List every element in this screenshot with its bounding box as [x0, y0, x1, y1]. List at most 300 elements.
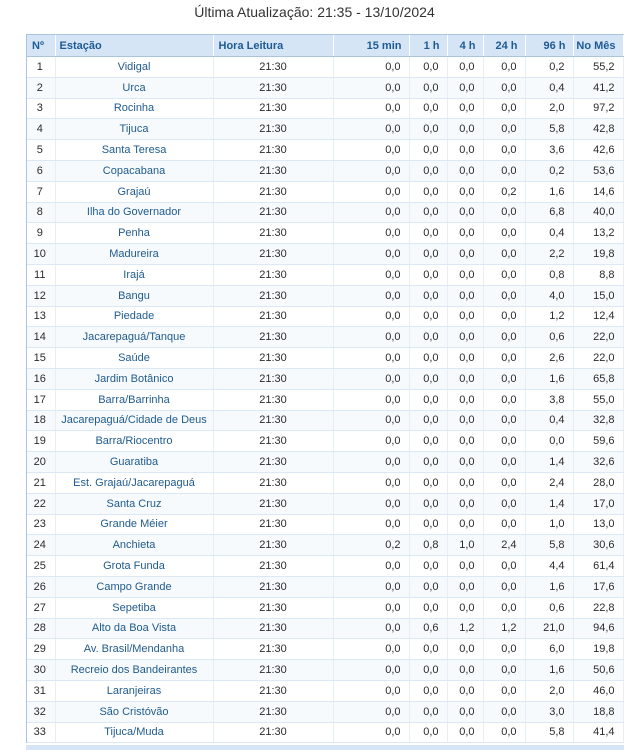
cell-1h: 0,0	[409, 556, 447, 577]
cell-reading-time: 21:30	[213, 244, 333, 265]
cell-96h: 1,2	[525, 306, 573, 327]
cell-reading-time: 21:30	[213, 493, 333, 514]
table-row	[27, 493, 623, 514]
table-row	[27, 639, 623, 660]
cell-96h: 0,6	[525, 327, 573, 348]
cell-reading-time: 21:30	[213, 452, 333, 473]
cell-reading-time: 21:30	[213, 597, 333, 618]
cell-month: 28,0	[573, 472, 623, 493]
rainfall-table	[27, 35, 624, 743]
cell-1h: 0,0	[409, 57, 447, 78]
cell-station: Sepetiba	[55, 597, 213, 618]
cell-station: Urca	[55, 77, 213, 98]
cell-24h: 0,0	[483, 514, 525, 535]
cell-96h: 6,0	[525, 639, 573, 660]
cell-1h: 0,0	[409, 701, 447, 722]
cell-month: 22,0	[573, 327, 623, 348]
table-row	[27, 264, 623, 285]
cell-24h: 0,0	[483, 140, 525, 161]
cell-96h: 1,4	[525, 493, 573, 514]
cell-24h: 0,0	[483, 556, 525, 577]
cell-station: Est. Grajaú/Jacarepaguá	[55, 472, 213, 493]
cell-number: 19	[27, 431, 55, 452]
cell-4h: 0,0	[447, 202, 483, 223]
cell-4h: 0,0	[447, 264, 483, 285]
cell-reading-time: 21:30	[213, 57, 333, 78]
table-footer-band	[26, 745, 624, 750]
cell-24h: 0,0	[483, 119, 525, 140]
cell-station: Laranjeiras	[55, 680, 213, 701]
cell-month: 59,6	[573, 431, 623, 452]
cell-station: Anchieta	[55, 535, 213, 556]
cell-15min: 0,0	[333, 306, 409, 327]
cell-reading-time: 21:30	[213, 119, 333, 140]
col-header-station[interactable]: Estação	[55, 35, 213, 57]
cell-number: 17	[27, 389, 55, 410]
cell-24h: 0,0	[483, 576, 525, 597]
cell-station: Campo Grande	[55, 576, 213, 597]
rainfall-table-container	[26, 34, 624, 743]
cell-station: Santa Teresa	[55, 140, 213, 161]
cell-24h: 0,0	[483, 722, 525, 743]
cell-1h: 0,0	[409, 264, 447, 285]
cell-number: 11	[27, 264, 55, 285]
cell-96h: 0,4	[525, 410, 573, 431]
cell-4h: 0,0	[447, 348, 483, 369]
cell-number: 8	[27, 202, 55, 223]
cell-month: 32,6	[573, 452, 623, 473]
table-row	[27, 223, 623, 244]
table-row	[27, 57, 623, 78]
cell-15min: 0,0	[333, 202, 409, 223]
col-header-96h[interactable]: 96 h	[525, 35, 573, 57]
cell-reading-time: 21:30	[213, 160, 333, 181]
cell-15min: 0,0	[333, 119, 409, 140]
cell-1h: 0,0	[409, 77, 447, 98]
cell-month: 42,6	[573, 140, 623, 161]
cell-4h: 0,0	[447, 576, 483, 597]
cell-4h: 0,0	[447, 181, 483, 202]
cell-number: 12	[27, 285, 55, 306]
cell-station: São Cristóvão	[55, 701, 213, 722]
cell-month: 12,4	[573, 306, 623, 327]
cell-1h: 0,0	[409, 181, 447, 202]
table-row	[27, 389, 623, 410]
table-row	[27, 618, 623, 639]
cell-24h: 0,0	[483, 202, 525, 223]
cell-4h: 0,0	[447, 77, 483, 98]
cell-station: Grota Funda	[55, 556, 213, 577]
cell-1h: 0,0	[409, 160, 447, 181]
cell-reading-time: 21:30	[213, 348, 333, 369]
table-row	[27, 348, 623, 369]
cell-month: 19,8	[573, 244, 623, 265]
cell-15min: 0,0	[333, 701, 409, 722]
cell-15min: 0,0	[333, 348, 409, 369]
cell-station: Barra/Riocentro	[55, 431, 213, 452]
cell-reading-time: 21:30	[213, 701, 333, 722]
cell-24h: 1,2	[483, 618, 525, 639]
cell-reading-time: 21:30	[213, 431, 333, 452]
cell-1h: 0,0	[409, 244, 447, 265]
cell-96h: 3,8	[525, 389, 573, 410]
cell-96h: 4,0	[525, 285, 573, 306]
cell-number: 24	[27, 535, 55, 556]
cell-15min: 0,0	[333, 327, 409, 348]
cell-number: 3	[27, 98, 55, 119]
cell-4h: 0,0	[447, 514, 483, 535]
cell-96h: 3,0	[525, 701, 573, 722]
cell-reading-time: 21:30	[213, 223, 333, 244]
cell-96h: 5,8	[525, 535, 573, 556]
cell-24h: 0,0	[483, 701, 525, 722]
col-header-1h[interactable]: 1 h	[409, 35, 447, 57]
cell-96h: 1,4	[525, 452, 573, 473]
cell-number: 27	[27, 597, 55, 618]
cell-15min: 0,0	[333, 576, 409, 597]
cell-1h: 0,0	[409, 431, 447, 452]
table-row	[27, 472, 623, 493]
table-row	[27, 597, 623, 618]
cell-month: 13,0	[573, 514, 623, 535]
cell-station: Bangu	[55, 285, 213, 306]
table-row	[27, 722, 623, 743]
table-row	[27, 431, 623, 452]
cell-station: Jacarepaguá/Cidade de Deus	[55, 410, 213, 431]
cell-reading-time: 21:30	[213, 576, 333, 597]
cell-1h: 0,8	[409, 535, 447, 556]
cell-station: Rocinha	[55, 98, 213, 119]
cell-24h: 0,0	[483, 431, 525, 452]
cell-1h: 0,0	[409, 639, 447, 660]
cell-15min: 0,0	[333, 57, 409, 78]
col-header-month[interactable]: No Mês	[573, 35, 623, 57]
cell-station: Santa Cruz	[55, 493, 213, 514]
cell-number: 5	[27, 140, 55, 161]
cell-24h: 0,0	[483, 160, 525, 181]
cell-month: 40,0	[573, 202, 623, 223]
cell-96h: 0,4	[525, 223, 573, 244]
cell-station: Grande Méier	[55, 514, 213, 535]
cell-1h: 0,0	[409, 223, 447, 244]
cell-number: 21	[27, 472, 55, 493]
cell-number: 20	[27, 452, 55, 473]
cell-1h: 0,0	[409, 202, 447, 223]
col-header-reading-time[interactable]: Hora Leitura	[213, 35, 333, 57]
cell-24h: 0,0	[483, 389, 525, 410]
cell-reading-time: 21:30	[213, 181, 333, 202]
cell-station: Tijuca/Muda	[55, 722, 213, 743]
cell-4h: 0,0	[447, 639, 483, 660]
table-header-row	[27, 35, 623, 57]
cell-reading-time: 21:30	[213, 368, 333, 389]
cell-96h: 2,6	[525, 348, 573, 369]
cell-station: Ilha do Governador	[55, 202, 213, 223]
cell-reading-time: 21:30	[213, 264, 333, 285]
cell-4h: 0,0	[447, 140, 483, 161]
cell-month: 42,8	[573, 119, 623, 140]
col-header-15min[interactable]: 15 min	[333, 35, 409, 57]
cell-15min: 0,0	[333, 431, 409, 452]
cell-month: 22,0	[573, 348, 623, 369]
table-row	[27, 160, 623, 181]
cell-station: Tijuca	[55, 119, 213, 140]
cell-number: 18	[27, 410, 55, 431]
cell-96h: 6,8	[525, 202, 573, 223]
cell-1h: 0,0	[409, 452, 447, 473]
cell-station: Jacarepaguá/Tanque	[55, 327, 213, 348]
cell-month: 97,2	[573, 98, 623, 119]
cell-24h: 0,0	[483, 597, 525, 618]
cell-96h: 2,0	[525, 680, 573, 701]
cell-96h: 2,4	[525, 472, 573, 493]
cell-reading-time: 21:30	[213, 618, 333, 639]
cell-1h: 0,0	[409, 472, 447, 493]
cell-15min: 0,0	[333, 181, 409, 202]
cell-number: 14	[27, 327, 55, 348]
cell-24h: 0,0	[483, 264, 525, 285]
cell-month: 30,6	[573, 535, 623, 556]
cell-reading-time: 21:30	[213, 680, 333, 701]
cell-station: Penha	[55, 223, 213, 244]
col-header-4h[interactable]: 4 h	[447, 35, 483, 57]
cell-4h: 0,0	[447, 119, 483, 140]
cell-number: 33	[27, 722, 55, 743]
cell-reading-time: 21:30	[213, 556, 333, 577]
cell-station: Piedade	[55, 306, 213, 327]
cell-reading-time: 21:30	[213, 410, 333, 431]
cell-reading-time: 21:30	[213, 285, 333, 306]
cell-4h: 0,0	[447, 556, 483, 577]
page-title: Última Atualização: 21:35 - 13/10/2024	[194, 4, 435, 20]
cell-4h: 1,2	[447, 618, 483, 639]
cell-number: 2	[27, 77, 55, 98]
table-row	[27, 202, 623, 223]
table-row	[27, 244, 623, 265]
cell-reading-time: 21:30	[213, 202, 333, 223]
cell-15min: 0,0	[333, 472, 409, 493]
cell-4h: 0,0	[447, 98, 483, 119]
cell-15min: 0,0	[333, 556, 409, 577]
cell-reading-time: 21:30	[213, 306, 333, 327]
cell-station: Copacabana	[55, 160, 213, 181]
table-row	[27, 98, 623, 119]
cell-1h: 0,0	[409, 368, 447, 389]
table-row	[27, 680, 623, 701]
cell-96h: 1,6	[525, 660, 573, 681]
cell-15min: 0,0	[333, 264, 409, 285]
cell-number: 32	[27, 701, 55, 722]
table-row	[27, 701, 623, 722]
cell-number: 16	[27, 368, 55, 389]
cell-month: 15,0	[573, 285, 623, 306]
cell-reading-time: 21:30	[213, 389, 333, 410]
cell-month: 18,8	[573, 701, 623, 722]
cell-number: 15	[27, 348, 55, 369]
table-row	[27, 327, 623, 348]
cell-4h: 0,0	[447, 452, 483, 473]
cell-96h: 1,6	[525, 181, 573, 202]
cell-24h: 2,4	[483, 535, 525, 556]
cell-month: 22,8	[573, 597, 623, 618]
cell-number: 4	[27, 119, 55, 140]
cell-station: Barra/Barrinha	[55, 389, 213, 410]
cell-number: 31	[27, 680, 55, 701]
cell-month: 53,6	[573, 160, 623, 181]
cell-1h: 0,0	[409, 327, 447, 348]
table-row	[27, 576, 623, 597]
cell-24h: 0,0	[483, 223, 525, 244]
cell-96h: 2,2	[525, 244, 573, 265]
cell-15min: 0,0	[333, 77, 409, 98]
cell-24h: 0,0	[483, 472, 525, 493]
cell-station: Av. Brasil/Mendanha	[55, 639, 213, 660]
cell-24h: 0,0	[483, 77, 525, 98]
cell-15min: 0,0	[333, 223, 409, 244]
cell-reading-time: 21:30	[213, 535, 333, 556]
cell-96h: 1,6	[525, 576, 573, 597]
cell-month: 55,0	[573, 389, 623, 410]
cell-number: 7	[27, 181, 55, 202]
cell-number: 30	[27, 660, 55, 681]
cell-1h: 0,0	[409, 576, 447, 597]
cell-station: Recreio dos Bandeirantes	[55, 660, 213, 681]
cell-station: Jardim Botânico	[55, 368, 213, 389]
cell-4h: 0,0	[447, 493, 483, 514]
cell-4h: 0,0	[447, 660, 483, 681]
table-row	[27, 140, 623, 161]
table-row	[27, 77, 623, 98]
cell-1h: 0,0	[409, 119, 447, 140]
cell-number: 23	[27, 514, 55, 535]
cell-station: Guaratiba	[55, 452, 213, 473]
cell-15min: 0,0	[333, 639, 409, 660]
cell-number: 9	[27, 223, 55, 244]
cell-month: 65,8	[573, 368, 623, 389]
cell-15min: 0,0	[333, 389, 409, 410]
cell-station: Alto da Boa Vista	[55, 618, 213, 639]
cell-number: 26	[27, 576, 55, 597]
col-header-number[interactable]: Nº	[27, 35, 55, 57]
cell-15min: 0,0	[333, 452, 409, 473]
cell-number: 10	[27, 244, 55, 265]
cell-96h: 0,6	[525, 597, 573, 618]
cell-reading-time: 21:30	[213, 327, 333, 348]
col-header-24h[interactable]: 24 h	[483, 35, 525, 57]
cell-month: 50,6	[573, 660, 623, 681]
cell-24h: 0,0	[483, 368, 525, 389]
cell-1h: 0,0	[409, 493, 447, 514]
cell-15min: 0,0	[333, 368, 409, 389]
table-row	[27, 410, 623, 431]
cell-month: 17,0	[573, 493, 623, 514]
cell-1h: 0,0	[409, 722, 447, 743]
cell-96h: 1,0	[525, 514, 573, 535]
cell-4h: 0,0	[447, 285, 483, 306]
cell-96h: 0,2	[525, 57, 573, 78]
cell-96h: 1,6	[525, 368, 573, 389]
cell-1h: 0,0	[409, 514, 447, 535]
cell-15min: 0,0	[333, 680, 409, 701]
cell-15min: 0,0	[333, 618, 409, 639]
cell-15min: 0,0	[333, 514, 409, 535]
cell-24h: 0,0	[483, 285, 525, 306]
cell-station: Vidigal	[55, 57, 213, 78]
cell-96h: 0,2	[525, 160, 573, 181]
cell-number: 25	[27, 556, 55, 577]
cell-24h: 0,0	[483, 410, 525, 431]
cell-4h: 1,0	[447, 535, 483, 556]
cell-month: 17,6	[573, 576, 623, 597]
table-row	[27, 660, 623, 681]
cell-15min: 0,0	[333, 722, 409, 743]
cell-1h: 0,0	[409, 410, 447, 431]
cell-24h: 0,0	[483, 306, 525, 327]
cell-station: Madureira	[55, 244, 213, 265]
cell-15min: 0,0	[333, 160, 409, 181]
cell-month: 94,6	[573, 618, 623, 639]
cell-15min: 0,0	[333, 140, 409, 161]
cell-4h: 0,0	[447, 680, 483, 701]
cell-month: 13,2	[573, 223, 623, 244]
cell-4h: 0,0	[447, 701, 483, 722]
table-body	[27, 57, 623, 743]
cell-1h: 0,0	[409, 306, 447, 327]
cell-1h: 0,0	[409, 389, 447, 410]
cell-number: 1	[27, 57, 55, 78]
cell-4h: 0,0	[447, 327, 483, 348]
cell-reading-time: 21:30	[213, 514, 333, 535]
cell-month: 19,8	[573, 639, 623, 660]
cell-4h: 0,0	[447, 244, 483, 265]
cell-1h: 0,0	[409, 660, 447, 681]
cell-4h: 0,0	[447, 722, 483, 743]
cell-station: Irajá	[55, 264, 213, 285]
cell-reading-time: 21:30	[213, 140, 333, 161]
cell-96h: 0,8	[525, 264, 573, 285]
cell-number: 22	[27, 493, 55, 514]
cell-month: 61,4	[573, 556, 623, 577]
cell-24h: 0,2	[483, 181, 525, 202]
cell-96h: 3,6	[525, 140, 573, 161]
table-row	[27, 514, 623, 535]
cell-15min: 0,2	[333, 535, 409, 556]
cell-96h: 21,0	[525, 618, 573, 639]
cell-4h: 0,0	[447, 389, 483, 410]
cell-24h: 0,0	[483, 493, 525, 514]
cell-15min: 0,0	[333, 597, 409, 618]
cell-24h: 0,0	[483, 348, 525, 369]
cell-96h: 4,4	[525, 556, 573, 577]
cell-4h: 0,0	[447, 306, 483, 327]
cell-reading-time: 21:30	[213, 660, 333, 681]
cell-month: 55,2	[573, 57, 623, 78]
cell-month: 41,2	[573, 77, 623, 98]
cell-number: 29	[27, 639, 55, 660]
cell-month: 32,8	[573, 410, 623, 431]
cell-station: Saúde	[55, 348, 213, 369]
cell-reading-time: 21:30	[213, 722, 333, 743]
cell-15min: 0,0	[333, 493, 409, 514]
table-row	[27, 119, 623, 140]
cell-month: 46,0	[573, 680, 623, 701]
table-row	[27, 556, 623, 577]
cell-15min: 0,0	[333, 410, 409, 431]
cell-4h: 0,0	[447, 597, 483, 618]
cell-month: 41,4	[573, 722, 623, 743]
cell-4h: 0,0	[447, 160, 483, 181]
table-row	[27, 452, 623, 473]
